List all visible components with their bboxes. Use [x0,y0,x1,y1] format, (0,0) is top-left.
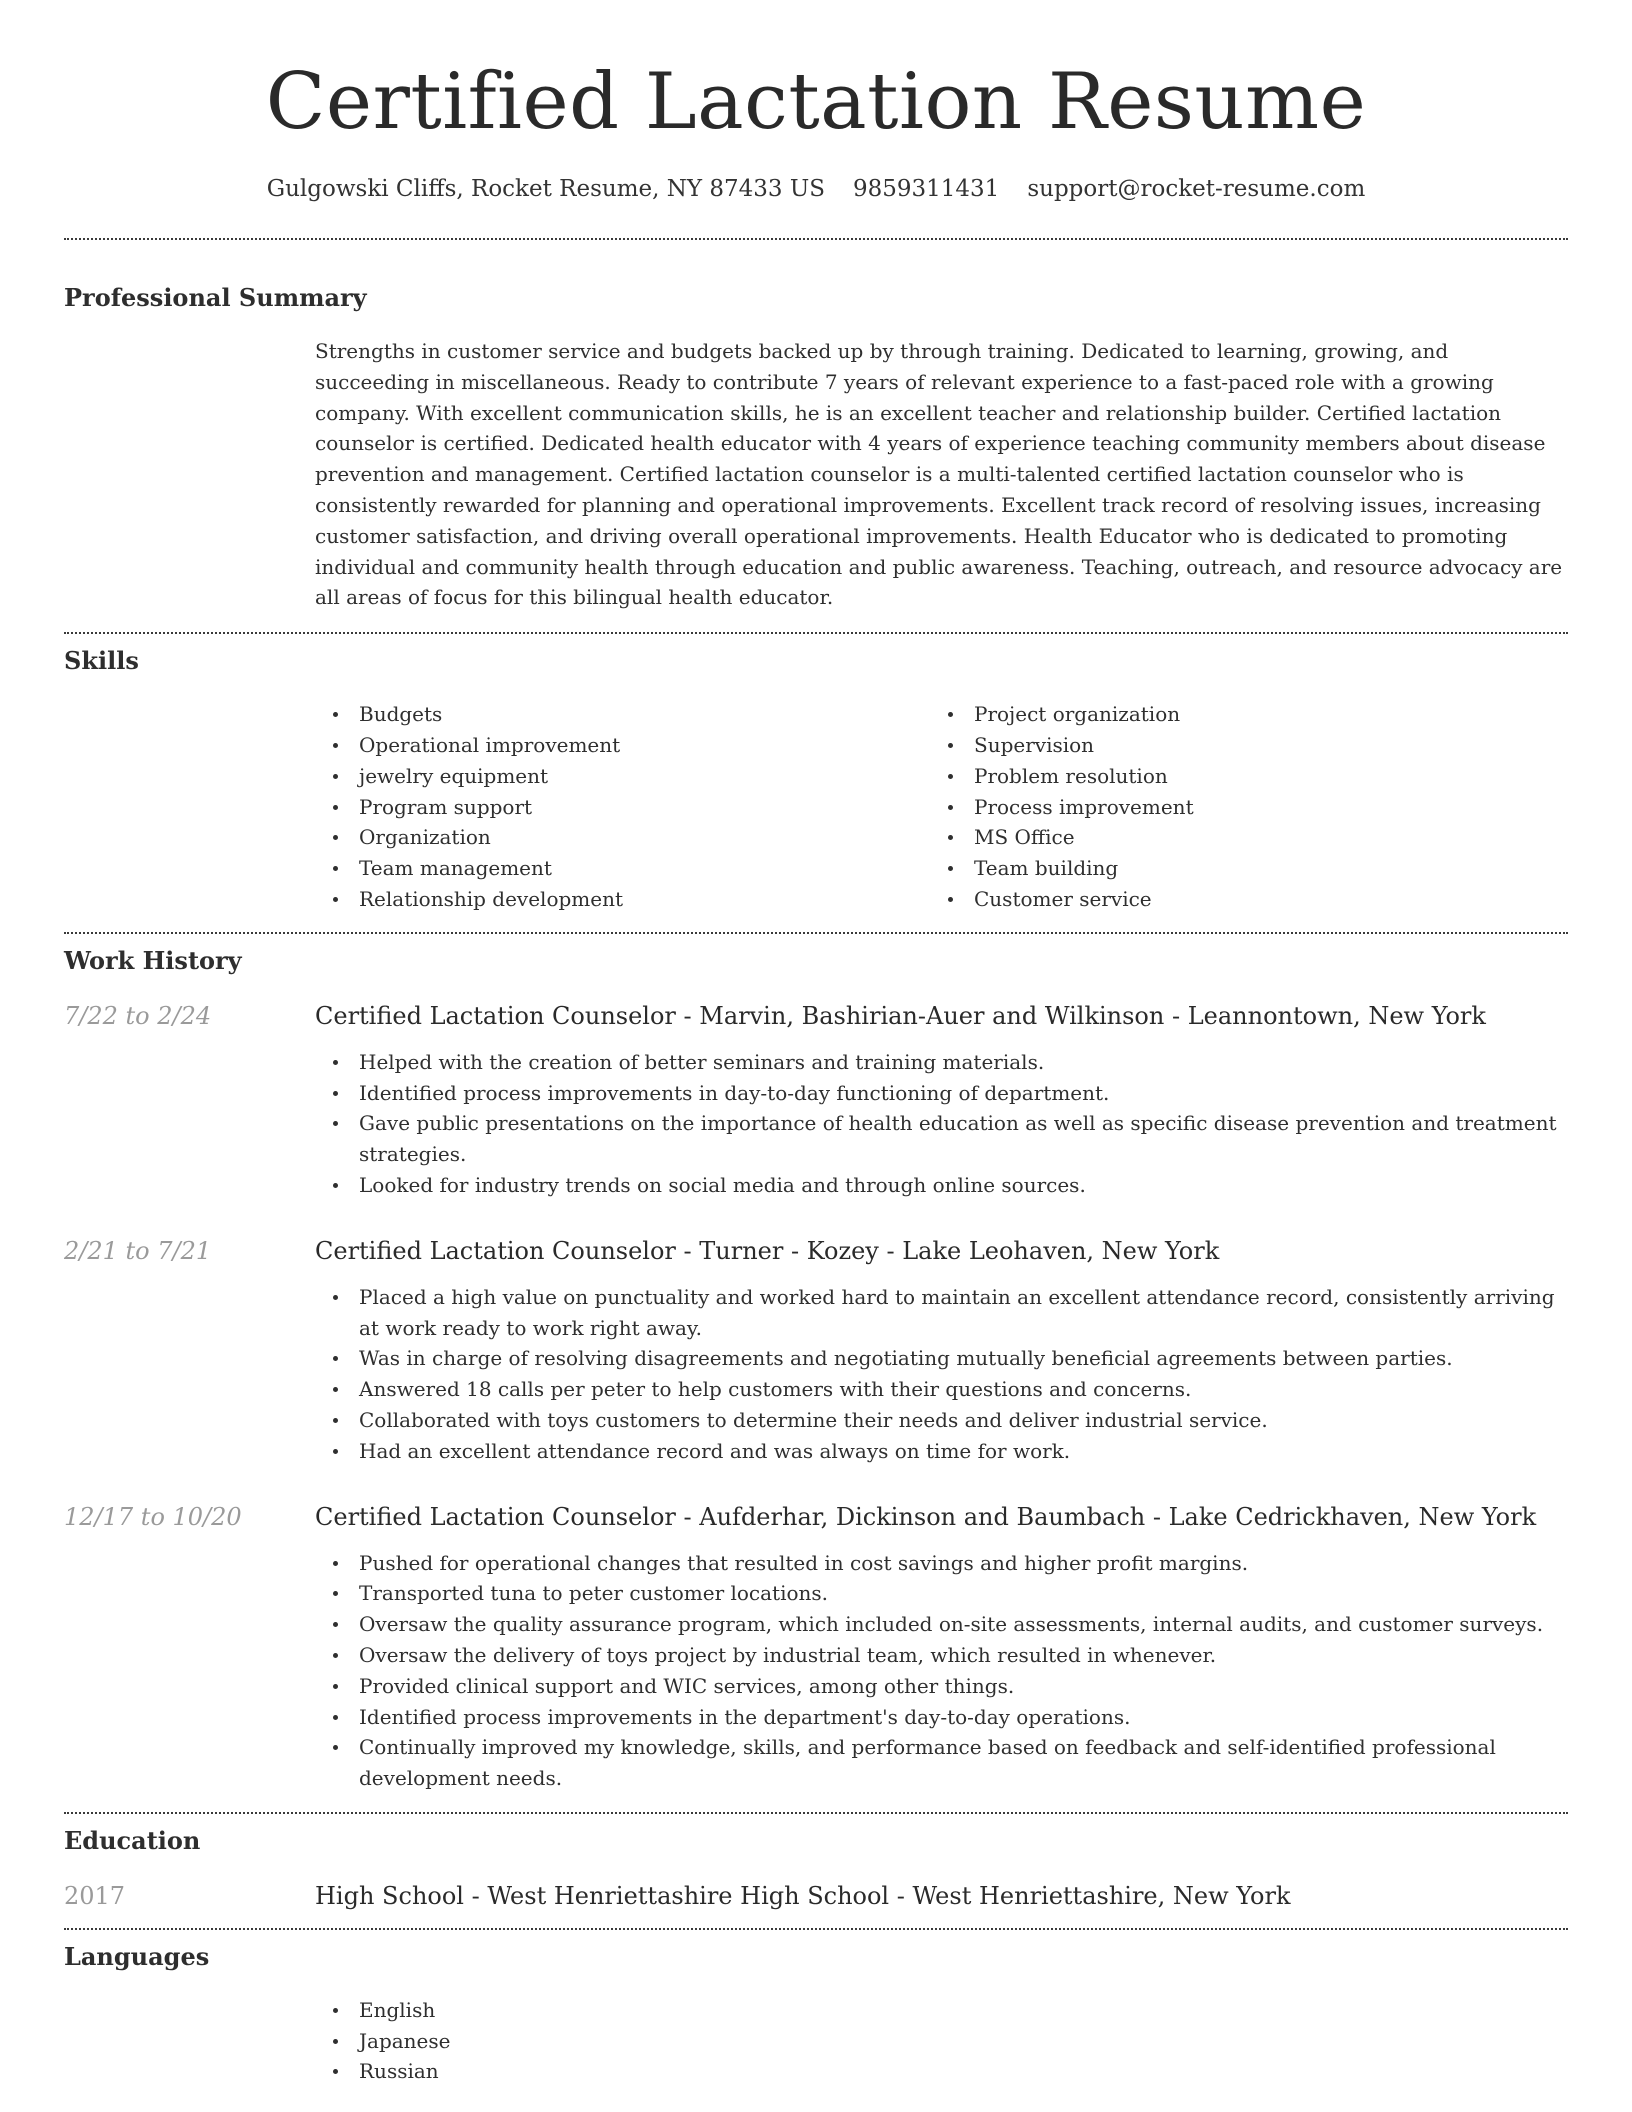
job-entry [64,1501,1568,1794]
skill-item: Supervision [930,730,1545,761]
job-bullet: Oversaw the quality assurance program, which included on-site assessments, internal audits, and customer surveys. [315,1609,1567,1640]
job-header [64,1235,1568,1267]
skill-item: Team building [930,853,1545,884]
skill-item: jewelry equipment [315,761,930,792]
language-item: Russian [315,2056,1567,2087]
skills-column-right [930,699,1545,915]
section-title-summary: Professional Summary [64,283,367,312]
job-bullet: Looked for industry trends on social media and through online sources. [315,1170,1567,1201]
job-bullets [315,1548,1567,1794]
job-bullet: Provided clinical support and WIC services, among other things. [315,1671,1567,1702]
divider [64,1928,1568,1930]
language-item: English [315,1995,1567,2026]
skill-item: Operational improvement [315,730,930,761]
job-bullet: Continually improved my knowledge, skills, and performance based on feedback and self-identified professional development needs. [315,1732,1567,1794]
education-entry [64,1880,1568,1912]
job-bullet-list [315,1047,1567,1201]
job-date: 7/22 to 2/24 [64,1001,212,1030]
skill-item: Organization [315,822,930,853]
education-date: 2017 [64,1881,126,1910]
skills-list-left [315,699,930,915]
languages-body [315,1995,1567,2087]
languages-list [315,1995,1567,2087]
resume-page [64,0,1568,2087]
job-header [64,1000,1568,1032]
job-bullet: Identified process improvements in day-to-day functioning of department. [315,1078,1567,1109]
job-title: Certified Lactation Counselor - Marvin, Bashirian-Auer and Wilkinson - Leannontown, New York [315,1001,1486,1030]
divider [64,932,1568,934]
job-entry [64,1235,1568,1467]
job-entry [64,1000,1568,1201]
job-bullet: Collaborated with toys customers to determine their needs and deliver industrial service. [315,1405,1567,1436]
job-bullet: Transported tuna to peter customer locations. [315,1578,1567,1609]
job-bullet: Identified process improvements in the department's day-to-day operations. [315,1702,1567,1733]
skills-list-right [930,699,1545,915]
language-item: Japanese [315,2026,1567,2057]
skill-item: Program support [315,792,930,823]
skills-grid [315,699,1567,915]
job-bullets [315,1047,1567,1201]
contact-phone: 9859311431 [852,176,1000,202]
skill-item: Team management [315,853,930,884]
education-title: High School - West Henriettashire High School - West Henriettashire, New York [315,1881,1291,1910]
divider [64,238,1568,240]
resume-title: Certified Lactation Resume [265,57,1367,147]
divider [64,632,1568,634]
contact-line [64,174,1568,204]
job-bullet: Answered 18 calls per peter to help customers with their questions and concerns. [315,1374,1567,1405]
summary-body [315,336,1567,613]
summary-text: Strengths in customer service and budgets backed up by through training. Dedicated to learning, growing, and succeeding in miscellaneous. Ready to contribute 7 years of relevant experience to a fast-paced role with a growing company. With excellent communication skills, he is an excellent teacher and relationship builder. Certified lactation counselor is certified. Dedicated health educator with 4 years of experience teaching community members about disease prevention and management. Certified lactation counselor is a multi-talented certified lactation counselor who is consistently rewarded for planning and operational improvements. Excellent track record of resolving issues, increasing customer satisfaction, and driving overall operational improvements. Health Educator who is dedicated to promoting individual and community health through education and public awareness. Teaching, outreach, and resource advocacy are all areas of focus for this bilingual health educator. [315,339,1563,610]
job-bullet-list [315,1548,1567,1794]
skill-item: Project organization [930,699,1545,730]
skills-column-left [315,699,930,915]
job-bullet: Oversaw the delivery of toys project by industrial team, which resulted in whenever. [315,1640,1567,1671]
job-date: 12/17 to 10/20 [64,1502,242,1531]
section-title-skills: Skills [64,646,139,676]
job-bullet: Was in charge of resolving disagreements and negotiating mutually beneficial agreements between parties. [315,1343,1567,1374]
section-title-languages: Languages [64,1941,210,1971]
job-header [64,1501,1568,1533]
skill-item: Customer service [930,884,1545,915]
job-title: Certified Lactation Counselor - Aufderhar, Dickinson and Baumbach - Lake Cedrickhaven, New York [315,1502,1537,1531]
skill-item: Problem resolution [930,761,1545,792]
job-bullet: Placed a high value on punctuality and worked hard to maintain an excellent attendance record, consistently arriving at work ready to work right away. [315,1282,1567,1344]
contact-email[interactable]: support@rocket-resume.com [1027,176,1366,202]
skill-item: Relationship development [315,884,930,915]
job-bullet-list [315,1282,1567,1467]
section-title-work: Work History [64,945,242,975]
job-title: Certified Lactation Counselor - Turner - Kozey - Lake Leohaven, New York [315,1236,1220,1265]
skill-item: Process improvement [930,792,1545,823]
skill-item: Budgets [315,699,930,730]
divider [64,1812,1568,1814]
job-bullet: Had an excellent attendance record and was always on time for work. [315,1436,1567,1467]
contact-address: Gulgowski Cliffs, Rocket Resume, NY 87433 US [266,176,825,202]
section-title-education: Education [64,1825,201,1855]
job-bullet: Helped with the creation of better seminars and training materials. [315,1047,1567,1078]
skill-item: MS Office [930,822,1545,853]
job-date: 2/21 to 7/21 [64,1236,212,1265]
job-bullet: Gave public presentations on the importance of health education as well as specific disease prevention and treatment strategies. [315,1108,1567,1170]
job-bullets [315,1282,1567,1467]
job-bullet: Pushed for operational changes that resulted in cost savings and higher profit margins. [315,1548,1567,1579]
